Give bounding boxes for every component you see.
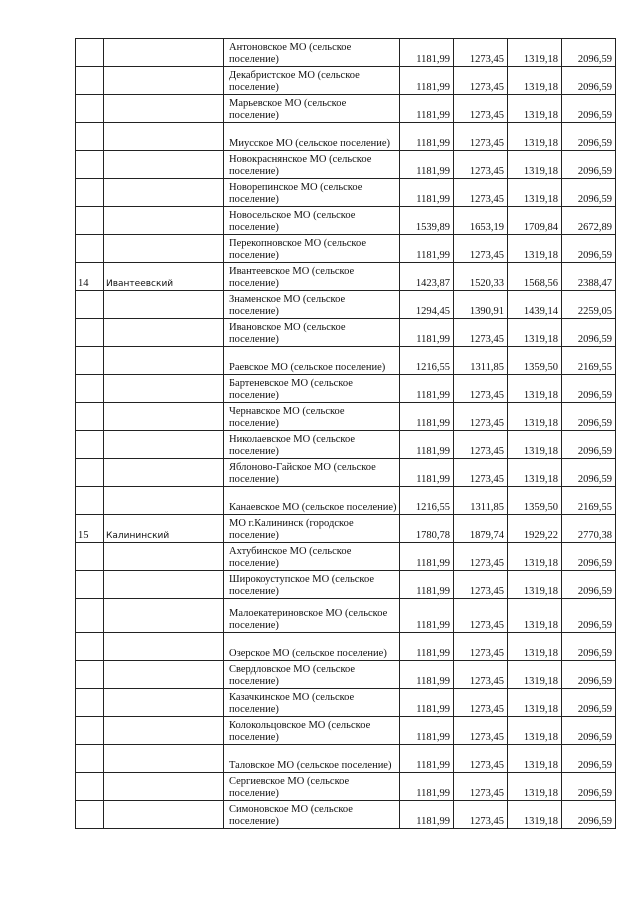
row-number-cell (76, 801, 104, 829)
value-4-cell: 2096,59 (562, 95, 616, 123)
district-cell (104, 487, 224, 515)
value-1-cell: 1181,99 (400, 179, 454, 207)
district-cell (104, 375, 224, 403)
municipality-cell: Чернавское МО (сельское поселение) (224, 403, 400, 431)
value-3-cell: 1319,18 (508, 717, 562, 745)
value-3-cell: 1439,14 (508, 291, 562, 319)
row-number-cell (76, 745, 104, 773)
district-cell (104, 347, 224, 375)
value-3-cell: 1319,18 (508, 689, 562, 717)
table-row (76, 689, 616, 717)
value-3-cell: 1359,50 (508, 487, 562, 515)
municipality-cell: Миусское МО (сельское поселение) (224, 123, 400, 151)
value-1-cell: 1181,99 (400, 431, 454, 459)
value-2-cell: 1273,45 (454, 375, 508, 403)
value-3-cell: 1319,18 (508, 95, 562, 123)
value-4-cell: 2388,47 (562, 263, 616, 291)
value-4-cell: 2096,59 (562, 745, 616, 773)
value-1-cell: 1780,78 (400, 515, 454, 543)
district-cell (104, 773, 224, 801)
value-3-cell: 1319,18 (508, 543, 562, 571)
value-1-cell: 1181,99 (400, 151, 454, 179)
row-number-cell (76, 543, 104, 571)
value-1-cell: 1181,99 (400, 67, 454, 95)
value-3-cell: 1709,84 (508, 207, 562, 235)
value-3-cell: 1359,50 (508, 347, 562, 375)
value-1-cell: 1423,87 (400, 263, 454, 291)
district-cell (104, 151, 224, 179)
row-number-cell (76, 487, 104, 515)
municipality-cell: Знаменское МО (сельское поселение) (224, 291, 400, 319)
value-2-cell: 1390,91 (454, 291, 508, 319)
table-row (76, 95, 616, 123)
value-1-cell: 1181,99 (400, 599, 454, 633)
municipality-cell: Свердловское МО (сельское поселение) (224, 661, 400, 689)
value-2-cell: 1273,45 (454, 459, 508, 487)
municipality-cell: Новокраснянское МО (сельское поселение) (224, 151, 400, 179)
row-number-cell (76, 459, 104, 487)
table-row (76, 543, 616, 571)
value-4-cell: 2096,59 (562, 661, 616, 689)
value-2-cell: 1273,45 (454, 403, 508, 431)
table-row (76, 347, 616, 375)
value-3-cell: 1319,18 (508, 403, 562, 431)
value-1-cell: 1181,99 (400, 689, 454, 717)
value-1-cell: 1294,45 (400, 291, 454, 319)
value-4-cell: 2096,59 (562, 39, 616, 67)
table-row (76, 599, 616, 633)
municipality-cell: Антоновское МО (сельское поселение) (224, 39, 400, 67)
value-3-cell: 1319,18 (508, 661, 562, 689)
municipality-cell: Яблоново-Гайское МО (сельское поселение) (224, 459, 400, 487)
value-4-cell: 2096,59 (562, 801, 616, 829)
district-cell: Калининский (104, 515, 224, 543)
value-1-cell: 1181,99 (400, 773, 454, 801)
municipality-cell: Ахтубинское МО (сельское поселение) (224, 543, 400, 571)
value-2-cell: 1311,85 (454, 487, 508, 515)
district-cell (104, 319, 224, 347)
value-4-cell: 2096,59 (562, 773, 616, 801)
municipality-cell: Бартеневское МО (сельское поселение) (224, 375, 400, 403)
value-2-cell: 1273,45 (454, 39, 508, 67)
municipality-cell: Широкоуступское МО (сельское поселение) (224, 571, 400, 599)
value-4-cell: 2096,59 (562, 179, 616, 207)
value-2-cell: 1273,45 (454, 773, 508, 801)
table-row (76, 571, 616, 599)
table-body (76, 39, 616, 829)
value-2-cell: 1273,45 (454, 431, 508, 459)
table-row (76, 459, 616, 487)
row-number-cell (76, 207, 104, 235)
value-4-cell: 2096,59 (562, 123, 616, 151)
value-4-cell: 2096,59 (562, 543, 616, 571)
value-1-cell: 1216,55 (400, 487, 454, 515)
table-row (76, 773, 616, 801)
row-number-cell (76, 291, 104, 319)
table-row (76, 661, 616, 689)
district-cell (104, 207, 224, 235)
value-4-cell: 2096,59 (562, 151, 616, 179)
table-row (76, 235, 616, 263)
municipality-cell: Ивановское МО (сельское поселение) (224, 319, 400, 347)
district-cell (104, 633, 224, 661)
row-number-cell (76, 773, 104, 801)
value-2-cell: 1520,33 (454, 263, 508, 291)
value-1-cell: 1539,89 (400, 207, 454, 235)
table-row (76, 633, 616, 661)
value-2-cell: 1653,19 (454, 207, 508, 235)
municipality-cell: Таловское МО (сельское поселение) (224, 745, 400, 773)
value-1-cell: 1181,99 (400, 235, 454, 263)
row-number-cell (76, 689, 104, 717)
district-cell: Ивантеевский (104, 263, 224, 291)
value-2-cell: 1273,45 (454, 235, 508, 263)
table-row (76, 403, 616, 431)
district-cell (104, 801, 224, 829)
value-3-cell: 1568,56 (508, 263, 562, 291)
row-number-cell (76, 151, 104, 179)
value-3-cell: 1929,22 (508, 515, 562, 543)
row-number-cell (76, 431, 104, 459)
value-1-cell: 1181,99 (400, 403, 454, 431)
value-1-cell: 1181,99 (400, 319, 454, 347)
value-1-cell: 1181,99 (400, 39, 454, 67)
value-3-cell: 1319,18 (508, 801, 562, 829)
district-cell (104, 431, 224, 459)
district-cell (104, 571, 224, 599)
row-number-cell (76, 403, 104, 431)
value-4-cell: 2770,38 (562, 515, 616, 543)
value-1-cell: 1181,99 (400, 459, 454, 487)
value-4-cell: 2096,59 (562, 375, 616, 403)
row-number-cell (76, 179, 104, 207)
value-3-cell: 1319,18 (508, 599, 562, 633)
row-number-cell (76, 717, 104, 745)
district-cell (104, 67, 224, 95)
value-4-cell: 2169,55 (562, 347, 616, 375)
value-4-cell: 2096,59 (562, 633, 616, 661)
table-row (76, 123, 616, 151)
value-1-cell: 1181,99 (400, 571, 454, 599)
value-1-cell: 1181,99 (400, 717, 454, 745)
municipality-cell: МО г.Калининск (городское поселение) (224, 515, 400, 543)
row-number-cell (76, 123, 104, 151)
value-3-cell: 1319,18 (508, 319, 562, 347)
value-3-cell: 1319,18 (508, 235, 562, 263)
value-2-cell: 1273,45 (454, 123, 508, 151)
municipality-cell: Новорепинское МО (сельское поселение) (224, 179, 400, 207)
value-4-cell: 2096,59 (562, 319, 616, 347)
value-1-cell: 1181,99 (400, 375, 454, 403)
district-cell (104, 123, 224, 151)
table-row (76, 67, 616, 95)
table-row (76, 263, 616, 291)
value-3-cell: 1319,18 (508, 431, 562, 459)
municipality-cell: Симоновское МО (сельское поселение) (224, 801, 400, 829)
value-4-cell: 2169,55 (562, 487, 616, 515)
value-2-cell: 1273,45 (454, 745, 508, 773)
table-row (76, 801, 616, 829)
tariff-table (75, 38, 616, 829)
district-cell (104, 661, 224, 689)
district-cell (104, 179, 224, 207)
table-row (76, 745, 616, 773)
value-3-cell: 1319,18 (508, 745, 562, 773)
municipality-cell: Казачкинское МО (сельское поселение) (224, 689, 400, 717)
municipality-cell: Канаевское МО (сельское поселение) (224, 487, 400, 515)
row-number-cell (76, 67, 104, 95)
value-1-cell: 1181,99 (400, 633, 454, 661)
district-cell (104, 745, 224, 773)
value-2-cell: 1273,45 (454, 717, 508, 745)
value-1-cell: 1181,99 (400, 95, 454, 123)
municipality-cell: Марьевское МО (сельское поселение) (224, 95, 400, 123)
table-row (76, 207, 616, 235)
value-3-cell: 1319,18 (508, 151, 562, 179)
value-4-cell: 2096,59 (562, 459, 616, 487)
value-3-cell: 1319,18 (508, 179, 562, 207)
row-number-cell (76, 347, 104, 375)
row-number-cell: 14 (76, 263, 104, 291)
value-1-cell: 1181,99 (400, 543, 454, 571)
row-number-cell (76, 661, 104, 689)
value-4-cell: 2096,59 (562, 571, 616, 599)
value-2-cell: 1273,45 (454, 801, 508, 829)
table-row (76, 151, 616, 179)
municipality-cell: Сергиевское МО (сельское поселение) (224, 773, 400, 801)
value-2-cell: 1273,45 (454, 661, 508, 689)
table-row (76, 515, 616, 543)
value-3-cell: 1319,18 (508, 633, 562, 661)
municipality-cell: Малоекатериновское МО (сельское поселение) (224, 599, 400, 633)
value-1-cell: 1181,99 (400, 661, 454, 689)
value-4-cell: 2096,59 (562, 431, 616, 459)
value-2-cell: 1273,45 (454, 633, 508, 661)
district-cell (104, 235, 224, 263)
row-number-cell (76, 633, 104, 661)
value-2-cell: 1273,45 (454, 179, 508, 207)
row-number-cell (76, 95, 104, 123)
value-1-cell: 1181,99 (400, 123, 454, 151)
row-number-cell (76, 599, 104, 633)
district-cell (104, 95, 224, 123)
municipality-cell: Колокольцовское МО (сельское поселение) (224, 717, 400, 745)
table-row (76, 375, 616, 403)
district-cell (104, 291, 224, 319)
municipality-cell: Раевское МО (сельское поселение) (224, 347, 400, 375)
value-3-cell: 1319,18 (508, 123, 562, 151)
value-4-cell: 2096,59 (562, 689, 616, 717)
value-3-cell: 1319,18 (508, 773, 562, 801)
value-1-cell: 1181,99 (400, 745, 454, 773)
value-3-cell: 1319,18 (508, 571, 562, 599)
value-2-cell: 1273,45 (454, 319, 508, 347)
district-cell (104, 39, 224, 67)
row-number-cell (76, 235, 104, 263)
district-cell (104, 717, 224, 745)
row-number-cell (76, 375, 104, 403)
municipality-cell: Декабристское МО (сельское поселение) (224, 67, 400, 95)
table-row (76, 39, 616, 67)
value-2-cell: 1273,45 (454, 599, 508, 633)
district-cell (104, 403, 224, 431)
table-row (76, 431, 616, 459)
table-row (76, 179, 616, 207)
district-cell (104, 599, 224, 633)
row-number-cell: 15 (76, 515, 104, 543)
value-4-cell: 2096,59 (562, 717, 616, 745)
value-3-cell: 1319,18 (508, 459, 562, 487)
table-row (76, 291, 616, 319)
table-row (76, 717, 616, 745)
municipality-cell: Перекопновское МО (сельское поселение) (224, 235, 400, 263)
value-4-cell: 2096,59 (562, 67, 616, 95)
table-row (76, 319, 616, 347)
value-2-cell: 1879,74 (454, 515, 508, 543)
table-row (76, 487, 616, 515)
district-cell (104, 689, 224, 717)
municipality-cell: Николаевское МО (сельское поселение) (224, 431, 400, 459)
value-2-cell: 1273,45 (454, 95, 508, 123)
municipality-cell: Ивантеевское МО (сельское поселение) (224, 263, 400, 291)
municipality-cell: Озерское МО (сельское поселение) (224, 633, 400, 661)
value-2-cell: 1273,45 (454, 543, 508, 571)
value-2-cell: 1311,85 (454, 347, 508, 375)
value-3-cell: 1319,18 (508, 67, 562, 95)
value-3-cell: 1319,18 (508, 39, 562, 67)
value-1-cell: 1181,99 (400, 801, 454, 829)
value-3-cell: 1319,18 (508, 375, 562, 403)
value-4-cell: 2096,59 (562, 599, 616, 633)
row-number-cell (76, 39, 104, 67)
value-2-cell: 1273,45 (454, 689, 508, 717)
value-4-cell: 2096,59 (562, 403, 616, 431)
row-number-cell (76, 319, 104, 347)
municipality-cell: Новосельское МО (сельское поселение) (224, 207, 400, 235)
value-1-cell: 1216,55 (400, 347, 454, 375)
district-cell (104, 543, 224, 571)
value-4-cell: 2259,05 (562, 291, 616, 319)
district-cell (104, 459, 224, 487)
value-4-cell: 2096,59 (562, 235, 616, 263)
value-2-cell: 1273,45 (454, 67, 508, 95)
row-number-cell (76, 571, 104, 599)
value-2-cell: 1273,45 (454, 571, 508, 599)
value-4-cell: 2672,89 (562, 207, 616, 235)
value-2-cell: 1273,45 (454, 151, 508, 179)
